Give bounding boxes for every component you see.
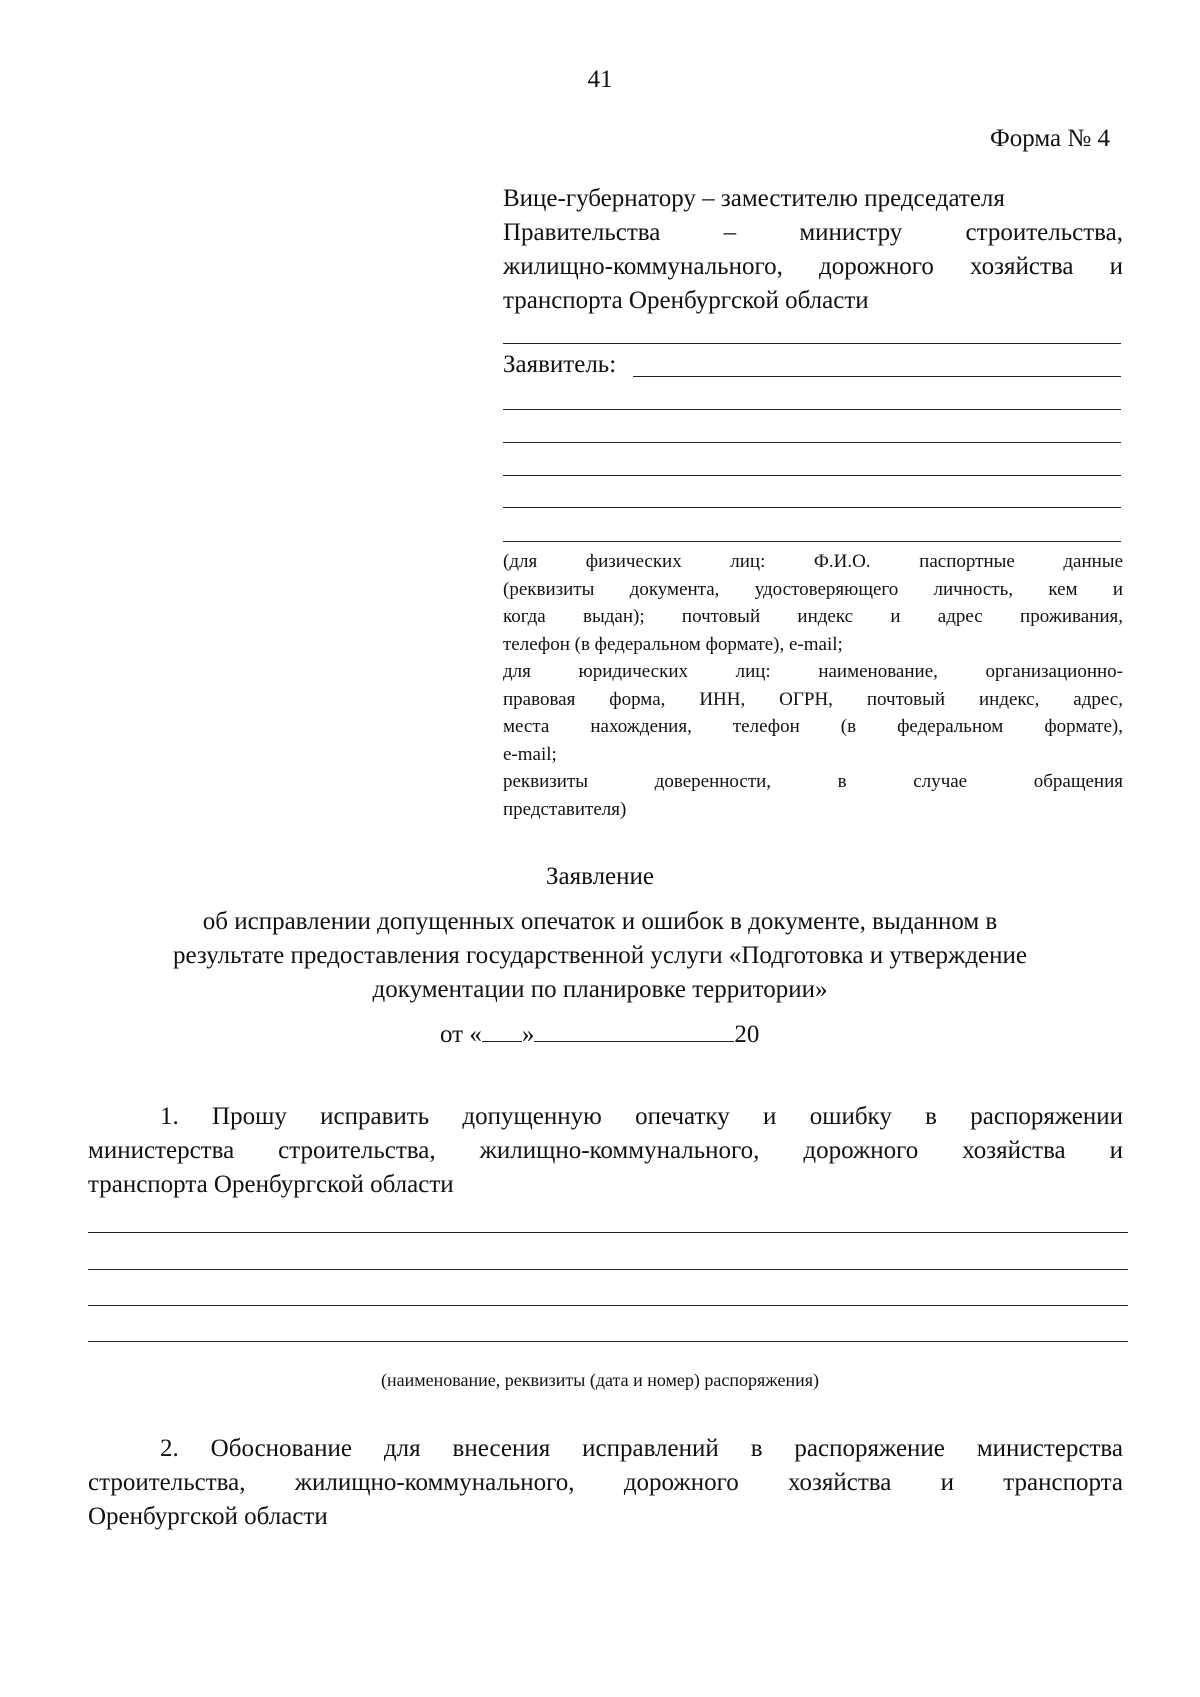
note-line: когда выдан); почтовый индекс и адрес проживания,	[503, 606, 1123, 627]
subtitle-line: документации по планировке территории»	[372, 976, 828, 1003]
blank-line[interactable]	[503, 507, 1121, 508]
note-line: (для физических лиц: Ф.И.О. паспортные данные	[503, 551, 1123, 572]
page-number: 41	[587, 66, 613, 93]
document-title: Заявление	[545, 863, 655, 890]
date-mid: »	[521, 1021, 535, 1048]
day-field[interactable]	[482, 1019, 522, 1042]
addressee-block	[503, 182, 1123, 318]
blank-line[interactable]	[88, 1232, 1128, 1233]
applicant-input-line[interactable]	[633, 376, 1121, 377]
note-line: места нахождения, телефон (в федеральном формате),	[503, 716, 1123, 737]
blank-line[interactable]	[503, 475, 1121, 476]
item-1-line: 1. Прошу исправить допущенную опечатку и ошибку в распоряжении	[160, 1103, 1123, 1130]
blank-line[interactable]	[503, 343, 1121, 344]
item-1	[88, 1100, 1123, 1202]
date-prefix: от «	[440, 1021, 482, 1048]
addressee-line: Правительства – министру строительства,	[503, 219, 1123, 246]
note-line: e-mail;	[503, 743, 557, 765]
blank-line[interactable]	[88, 1305, 1128, 1306]
note-line: (реквизиты документа, удостоверяющего личность, кем и	[503, 578, 1123, 600]
blank-line[interactable]	[88, 1269, 1128, 1270]
note-line: для юридических лиц: наименование, организационно-	[503, 661, 1123, 682]
item-1-caption: (наименование, реквизиты (дата и номер) распоряжения)	[380, 1370, 819, 1390]
blank-line[interactable]	[503, 409, 1121, 410]
year-prefix: 20	[734, 1021, 760, 1048]
addressee-line: Вице-губернатору – заместителю председателя	[503, 185, 1005, 212]
subtitle-line: об исправлении допущенных опечаток и ошибок в документе, выданном в	[202, 908, 998, 935]
note-line: телефон (в федеральном формате), e-mail;	[503, 633, 843, 655]
item-2-line: строительства, жилищно-коммунального, дорожного хозяйства и транспорта	[88, 1469, 1123, 1496]
form-label: Форма № 4	[990, 125, 1110, 152]
note-line: правовая форма, ИНН, ОГРН, почтовый индекс, адрес,	[503, 688, 1123, 710]
applicant-note	[503, 548, 1123, 823]
item-1-line: министерства строительства, жилищно-коммунального, дорожного хозяйства и	[88, 1137, 1123, 1164]
note-line: представителя)	[503, 798, 627, 820]
blank-line[interactable]	[88, 1341, 1128, 1342]
subtitle-line: результате предоставления государственной услуги «Подготовка и утверждение	[173, 942, 1027, 969]
blank-line[interactable]	[503, 442, 1121, 443]
date-line	[440, 1018, 759, 1052]
item-2	[88, 1432, 1123, 1534]
note-line: реквизиты доверенности, в случае обращения	[503, 771, 1123, 792]
applicant-label: Заявитель:	[503, 351, 617, 378]
addressee-line: транспорта Оренбургской области	[503, 287, 869, 314]
item-2-line: 2. Обоснование для внесения исправлений в распоряжение министерства	[160, 1435, 1123, 1462]
item-1-line: транспорта Оренбургской области	[88, 1171, 454, 1198]
item-2-line: Оренбургской области	[88, 1503, 328, 1530]
blank-line[interactable]	[503, 541, 1121, 542]
document-subtitle	[60, 905, 1140, 1007]
month-field[interactable]	[534, 1019, 734, 1042]
addressee-line: жилищно-коммунального, дорожного хозяйства и	[503, 253, 1123, 280]
